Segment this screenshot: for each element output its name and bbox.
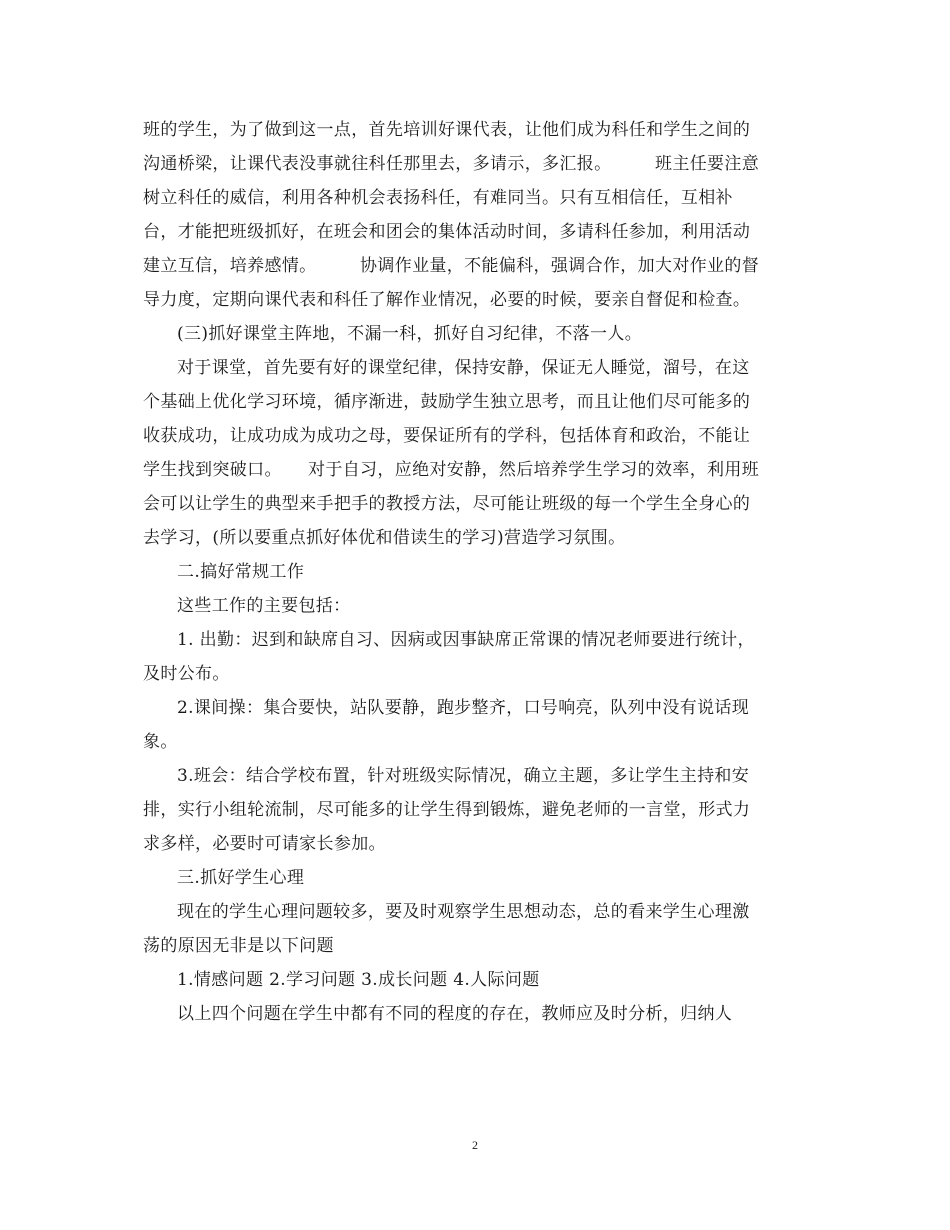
paragraph-line: 收获成功，让成功成为成功之母，要保证所有的学科，包括体育和政治，不能让 [143,426,751,446]
section-heading: 三.抓好学生心理 [177,868,305,888]
paragraph-line: 现在的学生心理问题较多，要及时观察学生思想动态，总的看来学生心理激 [177,902,750,922]
document-body [143,113,815,1031]
page-number: 2 [472,1138,478,1152]
section-heading: (三)抓好课堂主阵地，不漏一科，抓好自习纪律，不落一人。 [177,324,643,344]
paragraph-line: 以上四个问题在学生中都有不同的程度的存在，教师应及时分析，归纳人 [177,1004,733,1024]
list-item: 3.班会：结合学校布置，针对班级实际情况，确立主题，多让学生主持和安 [177,766,750,786]
list-item: 1. 出勤：迟到和缺席自习、因病或因事缺席正常课的情况老师要进行统计， [177,630,755,650]
list-item: 1.情感问题 2.学习问题 3.成长问题 4.人际问题 [177,970,540,990]
paragraph-line: 去学习，(所以要重点抓好体优和借读生的学习)营造学习氛围。 [143,528,626,548]
list-item-continuation: 象。 [143,732,178,752]
paragraph-line: 这些工作的主要包括： [177,596,351,616]
paragraph-line: 沟通桥梁，让课代表没事就往科任那里去，多请示，多汇报。 班主任要注意 [143,154,760,174]
paragraph-line: 对于课堂，首先要有好的课堂纪律，保持安静，保证无人睡觉，溜号，在这 [177,358,750,378]
paragraph-line: 学生找到突破口。 对于自习，应绝对安静，然后培养学生学习的效率，利用班 [143,460,760,480]
paragraph-line: 导力度，定期向课代表和科任了解作业情况，必要的时候，要亲自督促和检查。 [143,290,751,310]
paragraph-line: 树立科任的威信，利用各种机会表扬科任，有难同当。只有互相信任，互相补 [143,188,733,208]
list-item-continuation: 排，实行小组轮流制，尽可能多的让学生得到锻炼，避免老师的一言堂，形式力 [143,800,751,820]
list-item: 2.课间操：集合要快，站队要静，跑步整齐，口号响亮，队列中没有说话现 [177,698,750,718]
list-item-continuation: 求多样，必要时可请家长参加。 [143,834,386,854]
list-item-continuation: 及时公布。 [143,664,230,684]
paragraph-line: 会可以让学生的典型来手把手的教授方法，尽可能让班级的每一个学生全身心的 [143,494,751,514]
section-heading: 二.搞好常规工作 [177,562,305,582]
paragraph-line: 荡的原因无非是以下问题 [143,936,334,956]
paragraph-line: 建立互信，培养感情。 协调作业量，不能偏科，强调合作，加大对作业的督 [143,256,760,276]
paragraph-line: 个基础上优化学习环境，循序渐进，鼓励学生独立思考，而且让他们尽可能多的 [143,392,751,412]
paragraph-line: 班的学生，为了做到这一点，首先培训好课代表，让他们成为科任和学生之间的 [143,120,751,140]
paragraph-line: 台，才能把班级抓好，在班会和团会的集体活动时间，多请科任参加，利用活动 [143,222,751,242]
